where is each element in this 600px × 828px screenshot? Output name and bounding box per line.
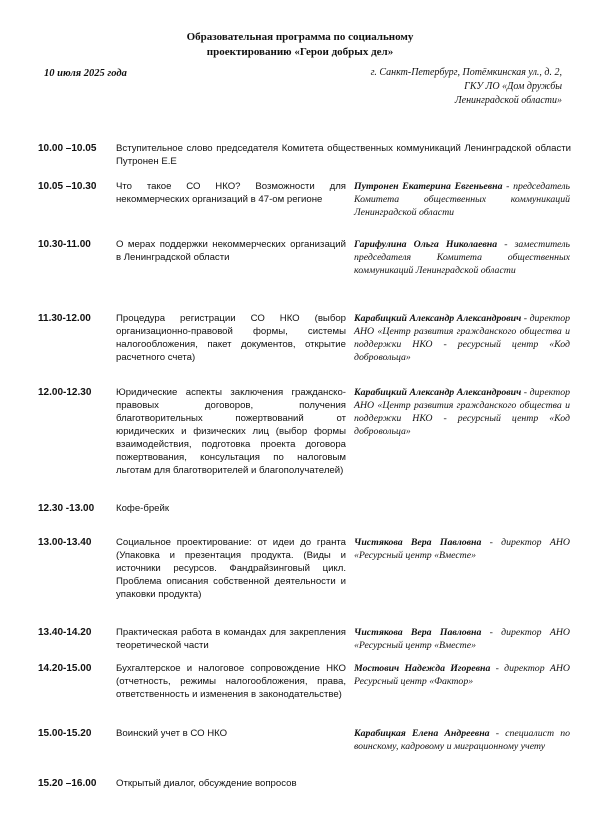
speaker-role: - специалист по воинскому, кадровому и миграционному учету — [354, 728, 570, 752]
session-time: 10.30-11.00 — [38, 239, 91, 250]
speaker-name: Карабицкий Александр Александрович — [354, 313, 522, 324]
speaker-name: Мостович Надежда Игоревна — [354, 663, 491, 674]
event-place — [322, 66, 562, 108]
session-topic: Открытый диалог, обсуждение вопросов — [116, 778, 297, 789]
speaker-role: - директор АНО «Ресурсный центр «Вместе» — [354, 627, 570, 651]
speaker-role: - директор АНО «Ресурсный центр «Вместе» — [354, 537, 570, 561]
session-speaker — [354, 727, 570, 753]
session-topic: Кофе-брейк — [116, 503, 170, 514]
session-time: 12.30 -13.00 — [38, 503, 95, 514]
session-time: 10.05 –10.30 — [38, 181, 97, 192]
session-time: 15.20 –16.00 — [38, 778, 97, 789]
speaker-name: Карабицкий Александр Александрович — [354, 387, 522, 398]
speaker-name: Чистякова Вера Павловна — [354, 537, 482, 548]
title-line-2: проектированию «Герои добрых дел» — [206, 46, 394, 58]
session-topic: Процедура регистрации СО НКО (выбор организационно-правовой формы, системы налогообложения, пакет документов, открытие расчетного счета) — [116, 313, 346, 363]
speaker-role: - заместитель председателя Комитета общественных коммуникаций Ленинградской области — [354, 239, 571, 276]
session-topic: Юридические аспекты заключения гражданско-правовых договоров, получения благотворительных пожертвований от юридических и физических лиц (выбор формы взаимодействия, подготовка проекта договора пожертвования, консультация по налоговым льготам для благотворителей и благополучателей) — [116, 387, 346, 476]
session-topic: Практическая работа в командах для закрепления теоретической части — [116, 627, 346, 651]
session-topic: Воинский учет в СО НКО — [116, 728, 228, 739]
session-speaker — [354, 238, 570, 277]
speaker-name: Чистякова Вера Павловна — [354, 627, 482, 638]
session-time: 13.00-13.40 — [38, 537, 92, 548]
session-topic: О мерах поддержки некоммерческих организаций в Ленинградской области — [116, 239, 346, 263]
session-time: 13.40-14.20 — [38, 627, 92, 638]
session-time: 11.30-12.00 — [38, 313, 91, 324]
session-topic: Социальное проектирование: от идеи до гранта (Упаковка и презентация продукта. (Виды и источники ресурсов. Фандрайзинговый цикл. Проблема описания собственной деятельности и упаковки продукта) — [116, 537, 346, 600]
speaker-role: - директор АНО «Центр развития гражданского общества и поддержки НКО - ресурсный центр «Код добровольца» — [354, 387, 571, 437]
place-line-1: г. Санкт-Петербург, Потёмкинская ул., д. 2, — [370, 67, 562, 78]
session-speaker — [354, 626, 570, 652]
session-topic: Что такое СО НКО? Возможности для некоммерческих организаций в 47-ом регионе — [116, 181, 346, 205]
session-speaker — [354, 536, 570, 562]
session-time: 10.00 –10.05 — [38, 143, 97, 154]
session-speaker — [354, 180, 570, 219]
speaker-name: Путронен Екатерина Евгеньевна — [354, 181, 503, 192]
session-speaker — [354, 312, 570, 364]
title-line-1: Образовательная программа по социальному — [186, 31, 414, 43]
speaker-role: - директор АНО «Центр развития гражданского общества и поддержки НКО - ресурсный центр «Код добровольца» — [354, 313, 571, 363]
speaker-name: Карабицкая Елена Андреевна — [354, 728, 490, 739]
speaker-role: - председатель Комитета общественных коммуникаций Ленинградской области — [354, 181, 571, 218]
speaker-name: Гарифулина Ольга Николаевна — [354, 239, 498, 250]
place-line-3: Ленинградской области» — [454, 95, 562, 106]
place-line-2: ГКУ ЛО «Дом дружбы — [464, 81, 562, 92]
session-time: 15.00-15.20 — [38, 728, 92, 739]
event-date: 10 июля 2025 года — [44, 68, 127, 79]
session-topic: Бухгалтерское и налоговое сопровождение НКО (отчетность, режимы налогообложения, права, ответственность и изменения в законодательстве) — [116, 663, 346, 700]
session-speaker — [354, 386, 570, 438]
session-topic: Вступительное слово председателя Комитета общественных коммуникаций Ленинградской области Путронен Е.Е — [116, 143, 571, 167]
session-time: 14.20-15.00 — [38, 663, 92, 674]
session-time: 12.00-12.30 — [38, 387, 92, 398]
speaker-role: - директор АНО Ресурсный центр «Фактор» — [354, 663, 570, 687]
document-title — [0, 30, 600, 60]
session-speaker — [354, 662, 570, 688]
